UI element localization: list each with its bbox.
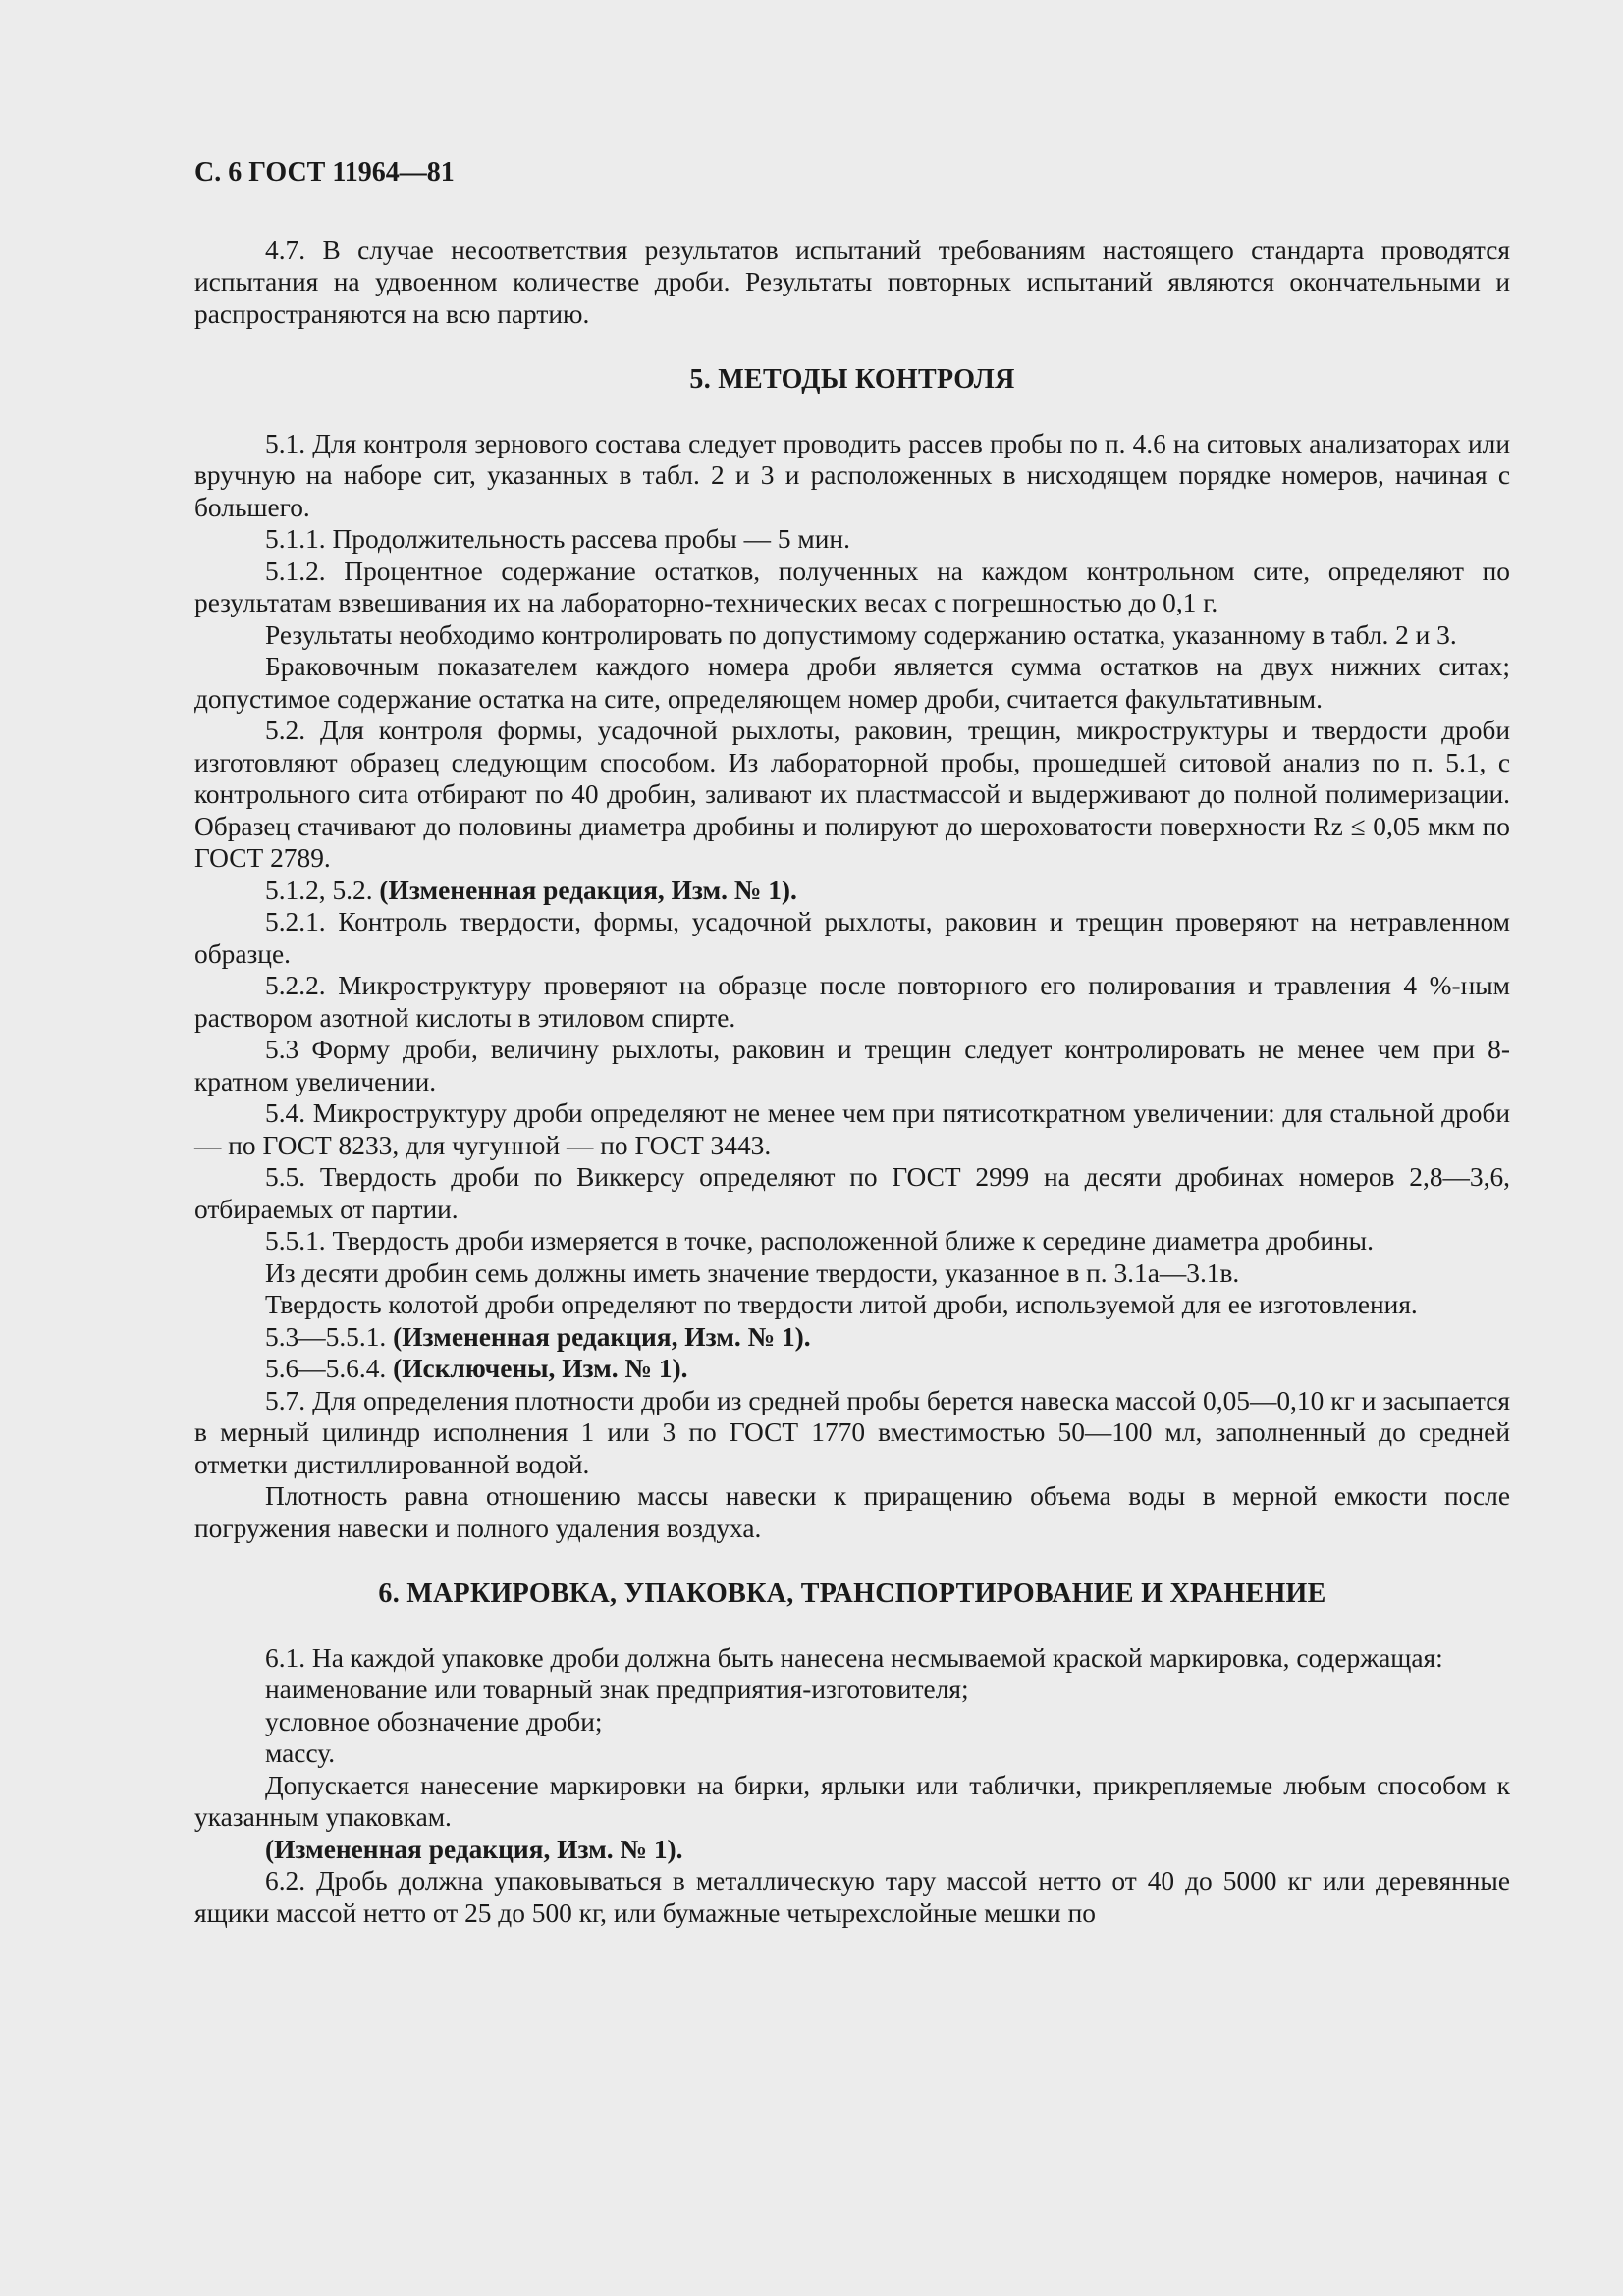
section-5-title: 5. МЕТОДЫ КОНТРОЛЯ [689, 364, 1015, 395]
paragraph-5-3: 5.3 Форму дроби, величину рыхлоты, раковин и трещин следует контролировать не менее чем при 8-кратном увеличении. [194, 1035, 1510, 1096]
paragraph-6-1-tags: Допускается нанесение маркировки на бирки, ярлыки или таблички, прикрепляемые любым способом к указанным упаковкам. [194, 1770, 1510, 1832]
paragraph-5-1: 5.1. Для контроля зернового состава следует проводить рассев пробы по п. 4.6 на ситовых анализаторах или вручную на наборе сит, указанных в табл. 2 и 3 и расположенных в нисходящем порядке номеров, начиная с большего. [194, 428, 1510, 522]
paragraph-5-1-1: 5.1.1. Продолжительность рассева пробы — 5 мин. [265, 524, 850, 554]
section-6-title: 6. МАРКИРОВКА, УПАКОВКА, ТРАНСПОРТИРОВАНИЕ И ХРАНЕНИЕ [378, 1578, 1326, 1609]
paragraph-5-5-1-chipped: Твердость колотой дроби определяют по твердости литой дроби, используемой для ее изготовления. [265, 1290, 1418, 1319]
amendment-label: (Измененная редакция, Изм. № 1). [379, 875, 797, 905]
amendment-note-5-3 [194, 1321, 1510, 1354]
paragraph-5-5: 5.5. Твердость дроби по Виккерсу определяют по ГОСТ 2999 на десяти дробинах номеров 2,8—3,6, отбираемых от партии. [194, 1162, 1510, 1224]
amendment-note-5-6 [194, 1353, 1510, 1385]
paragraph-5-4: 5.4. Микроструктуру дроби определяют не менее чем при пятисоткратном увеличении: для стальной дроби — по ГОСТ 8233, для чугунной — по ГОСТ 3443. [194, 1098, 1510, 1160]
paragraph-5-2-2: 5.2.2. Микроструктуру проверяют на образце после повторного его полирования и травления 4 %-ным раствором азотной кислоты в этиловом спирте. [194, 971, 1510, 1033]
amendment-ref: 5.3—5.5.1. [265, 1321, 387, 1352]
amendment-ref: 5.6—5.6.4. [265, 1354, 387, 1383]
amendment-label: (Исключены, Изм. № 1). [393, 1354, 688, 1383]
page-header: С. 6 ГОСТ 11964—81 [194, 157, 455, 187]
paragraph-5-1-2: 5.1.2. Процентное содержание остатков, полученных на каждом контрольном сите, определяют по результатам взвешивания их на лабораторно-технических весах с погрешностью до 0,1 г. [194, 556, 1510, 617]
paragraph-4-7: 4.7. В случае несоответствия результатов испытаний требованиям настоящего стандарта проводятся испытания на удвоенном количестве дроби. Результаты повторных испытаний являются окончательными и распространяются на всю партию. [194, 235, 1510, 329]
amendment-note-6-1: (Измененная редакция, Изм. № 1). [265, 1834, 683, 1864]
page-content [194, 157, 1510, 1929]
paragraph-5-1-2-rejection: Браковочным показателем каждого номера дроби является сумма остатков на двух нижних ситах; допустимое содержание остатка на сите, определяющем номер дроби, считается факультативным. [194, 652, 1510, 714]
paragraph-5-1-2-results: Результаты необходимо контролировать по допустимому содержанию остатка, указанному в табл. 2 и 3. [265, 619, 1457, 650]
amendment-label: (Измененная редакция, Изм. № 1). [393, 1321, 811, 1352]
amendment-note-5-1-2 [194, 875, 1510, 907]
paragraph-5-7: 5.7. Для определения плотности дроби из средней пробы берется навеска массой 0,05—0,10 кг и засыпается в мерный цилиндр исполнения 1 или 3 по ГОСТ 1770 вместимостью 50—100 мл, заполненный до средней отметки дистиллированной водой. [194, 1385, 1510, 1479]
paragraph-5-2: 5.2. Для контроля формы, усадочной рыхлоты, раковин, трещин, микроструктуры и твердости дроби изготовляют образец следующим способом. Из лабораторной пробы, прошедшей ситовой анализ по п. 5.1, с контрольного сита отбирают по 40 дробин, заливают их пластмассой и выдерживают до полной полимеризации. Образец стачивают до половины диаметра дробины и полируют до шероховатости поверхности Rz ≤ 0,05 мкм по ГОСТ 2789. [194, 716, 1510, 873]
paragraph-6-1-item-mass: массу. [265, 1738, 336, 1768]
paragraph-6-2: 6.2. Дробь должна упаковываться в металлическую тару массой нетто от 40 до 5000 кг или деревянные ящики массой нетто от 25 до 500 кг, или бумажные четырехслойные мешки по [194, 1866, 1510, 1928]
paragraph-5-2-1: 5.2.1. Контроль твердости, формы, усадочной рыхлоты, раковин и трещин проверяют на нетравленном образце. [194, 907, 1510, 969]
paragraph-5-7-density: Плотность равна отношению массы навески к приращению объема воды в мерной емкости после погружения навески и полного удаления воздуха. [194, 1481, 1510, 1543]
paragraph-5-5-1-seven: Из десяти дробин семь должны иметь значение твердости, указанное в п. 3.1а—3.1в. [265, 1257, 1240, 1288]
amendment-ref: 5.1.2, 5.2. [265, 875, 373, 905]
paragraph-5-5-1: 5.5.1. Твердость дроби измеряется в точке, расположенной ближе к середине диаметра дробины. [265, 1226, 1374, 1255]
paragraph-6-1-item-designation: условное обозначение дроби; [265, 1706, 603, 1736]
paragraph-6-1: 6.1. На каждой упаковке дроби должна быть нанесена несмываемой краской маркировка, содержащая: [265, 1642, 1443, 1673]
paragraph-6-1-item-name: наименование или товарный знак предприятия-изготовителя; [265, 1675, 969, 1704]
